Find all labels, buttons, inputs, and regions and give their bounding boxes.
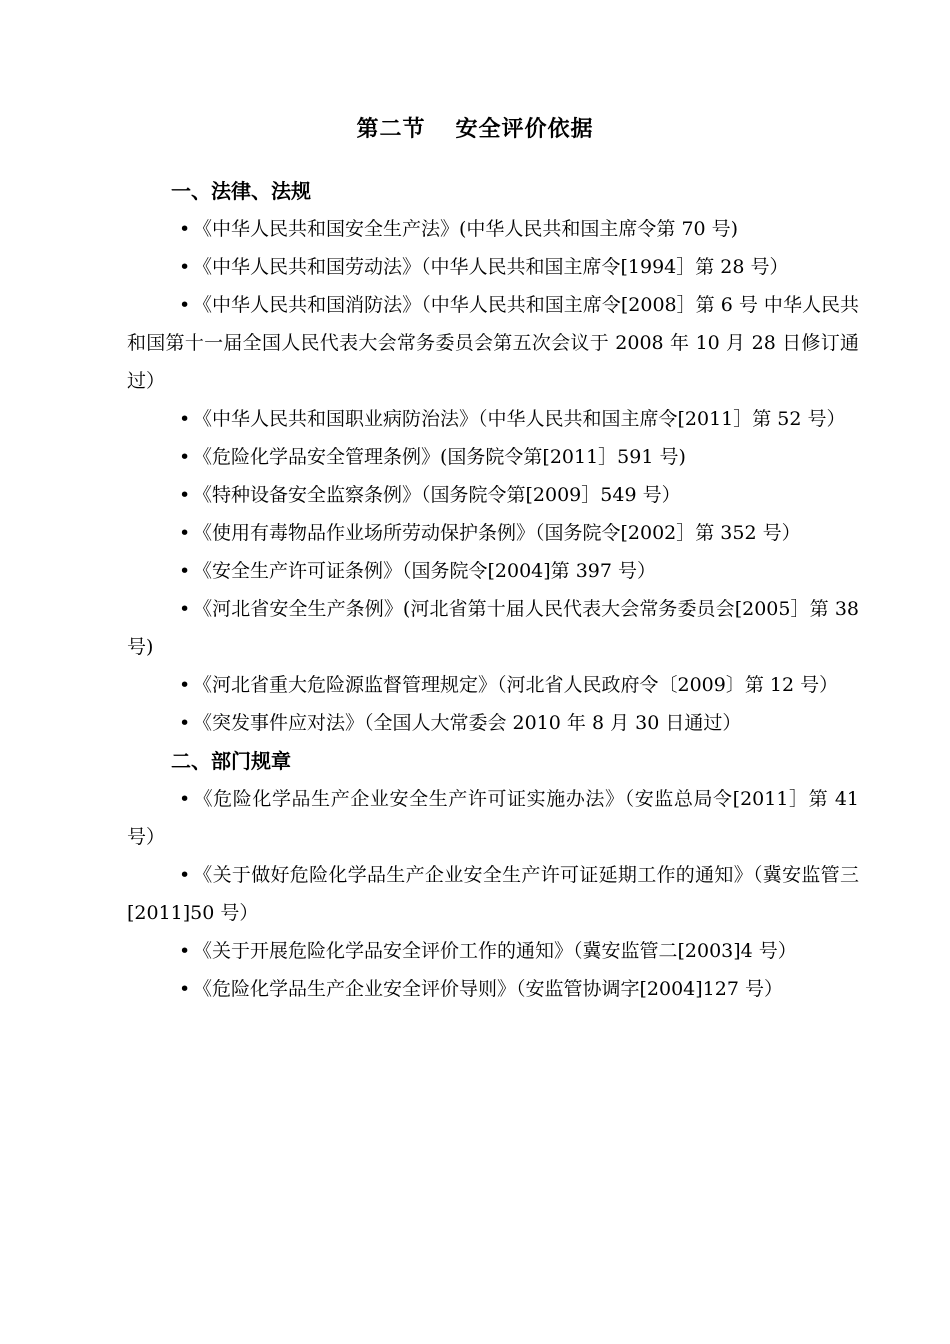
list-item: • 《中华人民共和国消防法》（中华人民共和国主席令[2008］第 6 号 中华人民共和国第十一届全国人民代表大会常务委员会第五次会议于 2008 年 10 月 28 日修订通过） [127,286,859,400]
bullet-icon: • [179,218,191,240]
bullet-icon: • [179,256,191,278]
heading-regulations: 二、部门规章 [171,749,291,773]
list-item: • 《关于做好危险化学品生产企业安全生产许可证延期工作的通知》（冀安监管三[2011]50 号） [127,856,859,932]
bullet-icon: • [179,788,191,810]
list-item: • 《安全生产许可证条例》（国务院令[2004]第 397 号） [127,552,859,590]
heading-laws: 一、法律、法规 [171,179,311,203]
list-item: • 《河北省重大危险源监督管理规定》（河北省人民政府令〔2009〕第 12 号） [127,666,859,704]
list-item: • 《危险化学品安全管理条例》(国务院令第[2011］591 号) [127,438,859,476]
list-item: • 《中华人民共和国职业病防治法》（中华人民共和国主席令[2011］第 52 号） [127,400,859,438]
section-title [0,112,950,148]
bullet-icon: • [179,294,191,316]
list-item: • 《危险化学品生产企业安全评价导则》（安监管协调字[2004]127 号） [127,970,859,1008]
bullet-icon: • [179,712,191,734]
list-item: • 《突发事件应对法》（全国人大常委会 2010 年 8 月 30 日通过） [127,704,859,742]
section-number: 第二节 [356,117,426,142]
bullet-icon: • [179,446,191,468]
bullet-icon: • [179,978,191,1000]
bullet-icon: • [179,560,191,582]
section-name: 安全评价依据 [455,117,594,142]
list-item: • 《河北省安全生产条例》(河北省第十届人民代表大会常务委员会[2005］第 38 号) [127,590,859,666]
bullet-icon: • [179,674,191,696]
bullet-icon: • [179,484,191,506]
list-item: • 《中华人民共和国安全生产法》(中华人民共和国主席令第 70 号) [127,210,859,248]
bullet-icon: • [179,408,191,430]
bullet-icon: • [179,598,191,620]
bullet-icon: • [179,864,191,886]
list-item: • 《危险化学品生产企业安全生产许可证实施办法》（安监总局令[2011］第 41 号） [127,780,859,856]
bullet-icon: • [179,940,191,962]
list-item: • 《使用有毒物品作业场所劳动保护条例》（国务院令[2002］第 352 号） [127,514,859,552]
document-body [127,172,859,1008]
bullet-icon: • [179,522,191,544]
list-item: • 《关于开展危险化学品安全评价工作的通知》（冀安监管二[2003]4 号） [127,932,859,970]
list-item: • 《中华人民共和国劳动法》（中华人民共和国主席令[1994］第 28 号） [127,248,859,286]
list-item: • 《特种设备安全监察条例》（国务院令第[2009］549 号） [127,476,859,514]
